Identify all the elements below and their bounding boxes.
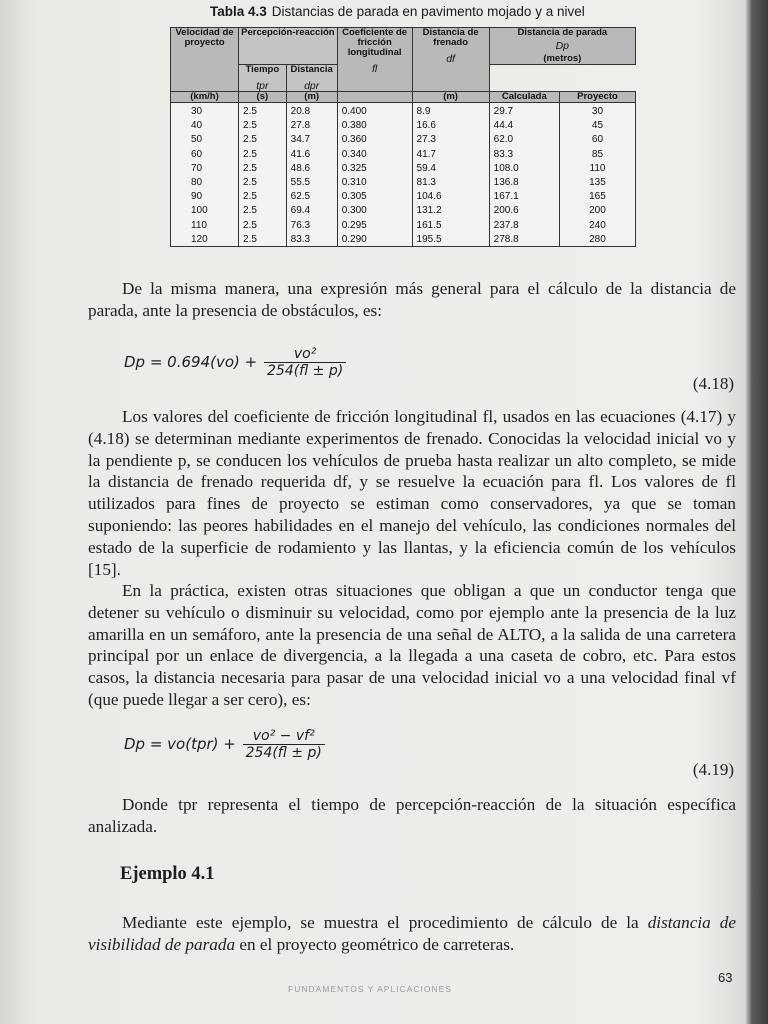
cell-velocidad: 60 <box>171 147 239 161</box>
cell-velocidad: 30 <box>171 103 239 119</box>
symbol-fl: fl <box>371 63 378 75</box>
col-header-distancia-frenado: Distancia de frenado df <box>412 28 489 92</box>
paragraph-5-italic: distancia de visibilidad de parada <box>88 913 736 954</box>
cell-distancia-frenado: 131.2 <box>412 203 489 217</box>
cell-distancia-frenado: 16.6 <box>412 118 489 132</box>
unit-kmh: (km/h) <box>171 92 239 103</box>
equation-4-18-numerator: vo² <box>264 346 346 363</box>
table-row <box>171 132 636 146</box>
cell-velocidad: 40 <box>171 118 239 132</box>
table-row <box>171 103 636 119</box>
cell-tiempo: 2.5 <box>239 161 287 175</box>
table-header <box>171 28 636 103</box>
cell-coeficiente: 0.295 <box>337 218 412 232</box>
cell-velocidad: 90 <box>171 189 239 203</box>
col-header-percepcion: Percepción-reacción <box>239 28 338 65</box>
cell-distancia-pr: 69.4 <box>286 203 337 217</box>
cell-distancia-pr: 20.8 <box>286 103 337 119</box>
cell-calculada: 29.7 <box>489 103 559 119</box>
paragraph-4: Donde tpr representa el tiempo de percepción-reacción de la situación específica analizada. <box>88 795 736 836</box>
unit-m-dpr: (m) <box>286 92 337 103</box>
paragraph-5 <box>88 912 736 956</box>
symbol-tpr: tpr <box>256 80 269 92</box>
unit-m-df: (m) <box>412 92 489 103</box>
cell-distancia-pr: 34.7 <box>286 132 337 146</box>
table-row <box>171 147 636 161</box>
col-header-velocidad: Velocidad de proyecto <box>171 28 239 92</box>
cell-coeficiente: 0.290 <box>337 232 412 247</box>
cell-calculada: 278.8 <box>489 232 559 247</box>
cell-calculada: 200.6 <box>489 203 559 217</box>
col-header-tiempo: Tiempo tpr <box>239 65 287 92</box>
cell-distancia-pr: 62.5 <box>286 189 337 203</box>
table-caption-number: Tabla 4.3 <box>210 4 267 19</box>
cell-calculada: 62.0 <box>489 132 559 146</box>
cell-calculada: 44.4 <box>489 118 559 132</box>
cell-coeficiente: 0.340 <box>337 147 412 161</box>
cell-proyecto: 60 <box>559 132 635 146</box>
running-footer: FUNDAMENTOS Y APLICACIONES <box>288 984 452 994</box>
symbol-df: df <box>446 53 455 65</box>
equation-4-19-numerator: vo² − vf² <box>243 728 325 745</box>
cell-proyecto: 30 <box>559 103 635 119</box>
cell-distancia-frenado: 161.5 <box>412 218 489 232</box>
cell-tiempo: 2.5 <box>239 218 287 232</box>
cell-tiempo: 2.5 <box>239 132 287 146</box>
page-number: 63 <box>718 970 733 985</box>
cell-velocidad: 100 <box>171 203 239 217</box>
cell-distancia-pr: 41.6 <box>286 147 337 161</box>
table-row <box>171 218 636 232</box>
cell-tiempo: 2.5 <box>239 189 287 203</box>
cell-calculada: 83.3 <box>489 147 559 161</box>
cell-calculada: 108.0 <box>489 161 559 175</box>
equation-4-19-denominator: 254(fl ± p) <box>245 745 322 761</box>
cell-velocidad: 70 <box>171 161 239 175</box>
equation-4-18-denominator: 254(fl ± p) <box>267 363 344 379</box>
cell-distancia-frenado: 8.9 <box>412 103 489 119</box>
cell-distancia-pr: 83.3 <box>286 232 337 247</box>
table-row <box>171 118 636 132</box>
table-caption-text: Distancias de parada en pavimento mojado y a nivel <box>271 4 585 19</box>
symbol-dp: Dp <box>555 40 570 52</box>
cell-coeficiente: 0.380 <box>337 118 412 132</box>
paragraph-1: De la misma manera, una expresión más general para el cálculo de la distancia de parada, ante la presencia de obstáculos, es: <box>88 279 736 320</box>
cell-tiempo: 2.5 <box>239 118 287 132</box>
cell-distancia-frenado: 27.3 <box>412 132 489 146</box>
cell-calculada: 167.1 <box>489 189 559 203</box>
cell-velocidad: 120 <box>171 232 239 247</box>
col-header-coeficiente: Coeficiente de fricción longitudinal fl <box>337 28 412 92</box>
cell-distancia-frenado: 59.4 <box>412 161 489 175</box>
cell-proyecto: 200 <box>559 203 635 217</box>
cell-distancia-pr: 48.6 <box>286 161 337 175</box>
cell-distancia-frenado: 41.7 <box>412 147 489 161</box>
equation-4-18-lhs: Dp = 0.694(vo) + <box>124 353 258 371</box>
cell-tiempo: 2.5 <box>239 147 287 161</box>
cell-calculada: 136.8 <box>489 175 559 189</box>
cell-distancia-pr: 27.8 <box>286 118 337 132</box>
table-caption <box>210 4 585 19</box>
equation-4-19 <box>124 728 327 761</box>
stopping-distance-table <box>170 27 636 247</box>
cell-distancia-frenado: 81.3 <box>412 175 489 189</box>
equation-number-4-19: (4.19) <box>692 760 734 779</box>
cell-proyecto: 165 <box>559 189 635 203</box>
paragraph-5-start: Mediante este ejemplo, se muestra el procedimiento de cálculo de la <box>122 913 648 932</box>
equation-4-18 <box>124 346 348 379</box>
table-row <box>171 203 636 217</box>
cell-coeficiente: 0.325 <box>337 161 412 175</box>
table-row <box>171 232 636 247</box>
table-row <box>171 161 636 175</box>
equation-4-19-fraction <box>243 728 325 761</box>
cell-proyecto: 110 <box>559 161 635 175</box>
example-title: Ejemplo 4.1 <box>120 864 215 884</box>
symbol-dpr: dpr <box>304 80 320 92</box>
cell-velocidad: 80 <box>171 175 239 189</box>
equation-4-19-lhs: Dp = vo(tpr) + <box>124 735 236 753</box>
cell-coeficiente: 0.400 <box>337 103 412 119</box>
cell-coeficiente: 0.300 <box>337 203 412 217</box>
cell-tiempo: 2.5 <box>239 103 287 119</box>
cell-coeficiente: 0.360 <box>337 132 412 146</box>
col-header-calculada: Calculada <box>489 92 559 103</box>
cell-velocidad: 50 <box>171 132 239 146</box>
cell-proyecto: 240 <box>559 218 635 232</box>
cell-tiempo: 2.5 <box>239 175 287 189</box>
table-row <box>171 175 636 189</box>
cell-velocidad: 110 <box>171 218 239 232</box>
col-header-distancia-pr: Distancia dpr <box>286 65 337 92</box>
paragraph-2: Los valores del coeficiente de fricción longitudinal fl, usados en las ecuaciones (4.17) y (4.18) se determinan mediante experimentos de frenado. Conocidas la velocidad inicial vo y la pendiente p, se conducen los vehículos de prueba hasta realizar un alto completo, se mide la distancia de frenado requerida df, y se resuelve la ecuación para fl. Los valores de fl utilizados para fines de proyecto se estiman como conservadores, ya que se toman suponiendo: las peores habilidades en el manejo del vehículo, las condiciones normales del estado de la superficie de rodamiento y las llantas, y la eficiencia común de los vehículos [15]. <box>88 407 736 579</box>
cell-proyecto: 45 <box>559 118 635 132</box>
cell-tiempo: 2.5 <box>239 232 287 247</box>
cell-proyecto: 85 <box>559 147 635 161</box>
equation-4-18-fraction <box>264 346 346 379</box>
cell-coeficiente: 0.305 <box>337 189 412 203</box>
cell-coeficiente: 0.310 <box>337 175 412 189</box>
cell-distancia-pr: 76.3 <box>286 218 337 232</box>
col-header-proyecto: Proyecto <box>559 92 635 103</box>
col-header-distancia-parada: Distancia de parada Dp (metros) <box>489 28 635 65</box>
paragraph-3: En la práctica, existen otras situaciones que obligan a que un conductor tenga que detener su vehículo o disminuir su velocidad, como por ejemplo ante la presencia de la luz amarilla en un semáforo, ante la presencia de una señal de ALTO, a la salida de una carretera principal por un enlace de divergencia, a la llegada a una caseta de cobro, etc. Para estos casos, la distancia necesaria para pasar de una velocidad inicial vo a una velocidad final vf (que puede llegar a ser cero), es: <box>88 581 736 709</box>
unit-s: (s) <box>239 92 287 103</box>
unit-fl-blank <box>337 92 412 103</box>
cell-calculada: 237.8 <box>489 218 559 232</box>
cell-tiempo: 2.5 <box>239 203 287 217</box>
cell-distancia-frenado: 195.5 <box>412 232 489 247</box>
table-body <box>171 103 636 247</box>
cell-distancia-pr: 55.5 <box>286 175 337 189</box>
equation-number-4-18: (4.18) <box>692 374 734 393</box>
table-row <box>171 189 636 203</box>
cell-proyecto: 135 <box>559 175 635 189</box>
paragraph-5-end: en el proyecto geométrico de carreteras. <box>235 934 515 954</box>
cell-distancia-frenado: 104.6 <box>412 189 489 203</box>
unit-metros: (metros) <box>543 53 582 64</box>
cell-proyecto: 280 <box>559 232 635 247</box>
